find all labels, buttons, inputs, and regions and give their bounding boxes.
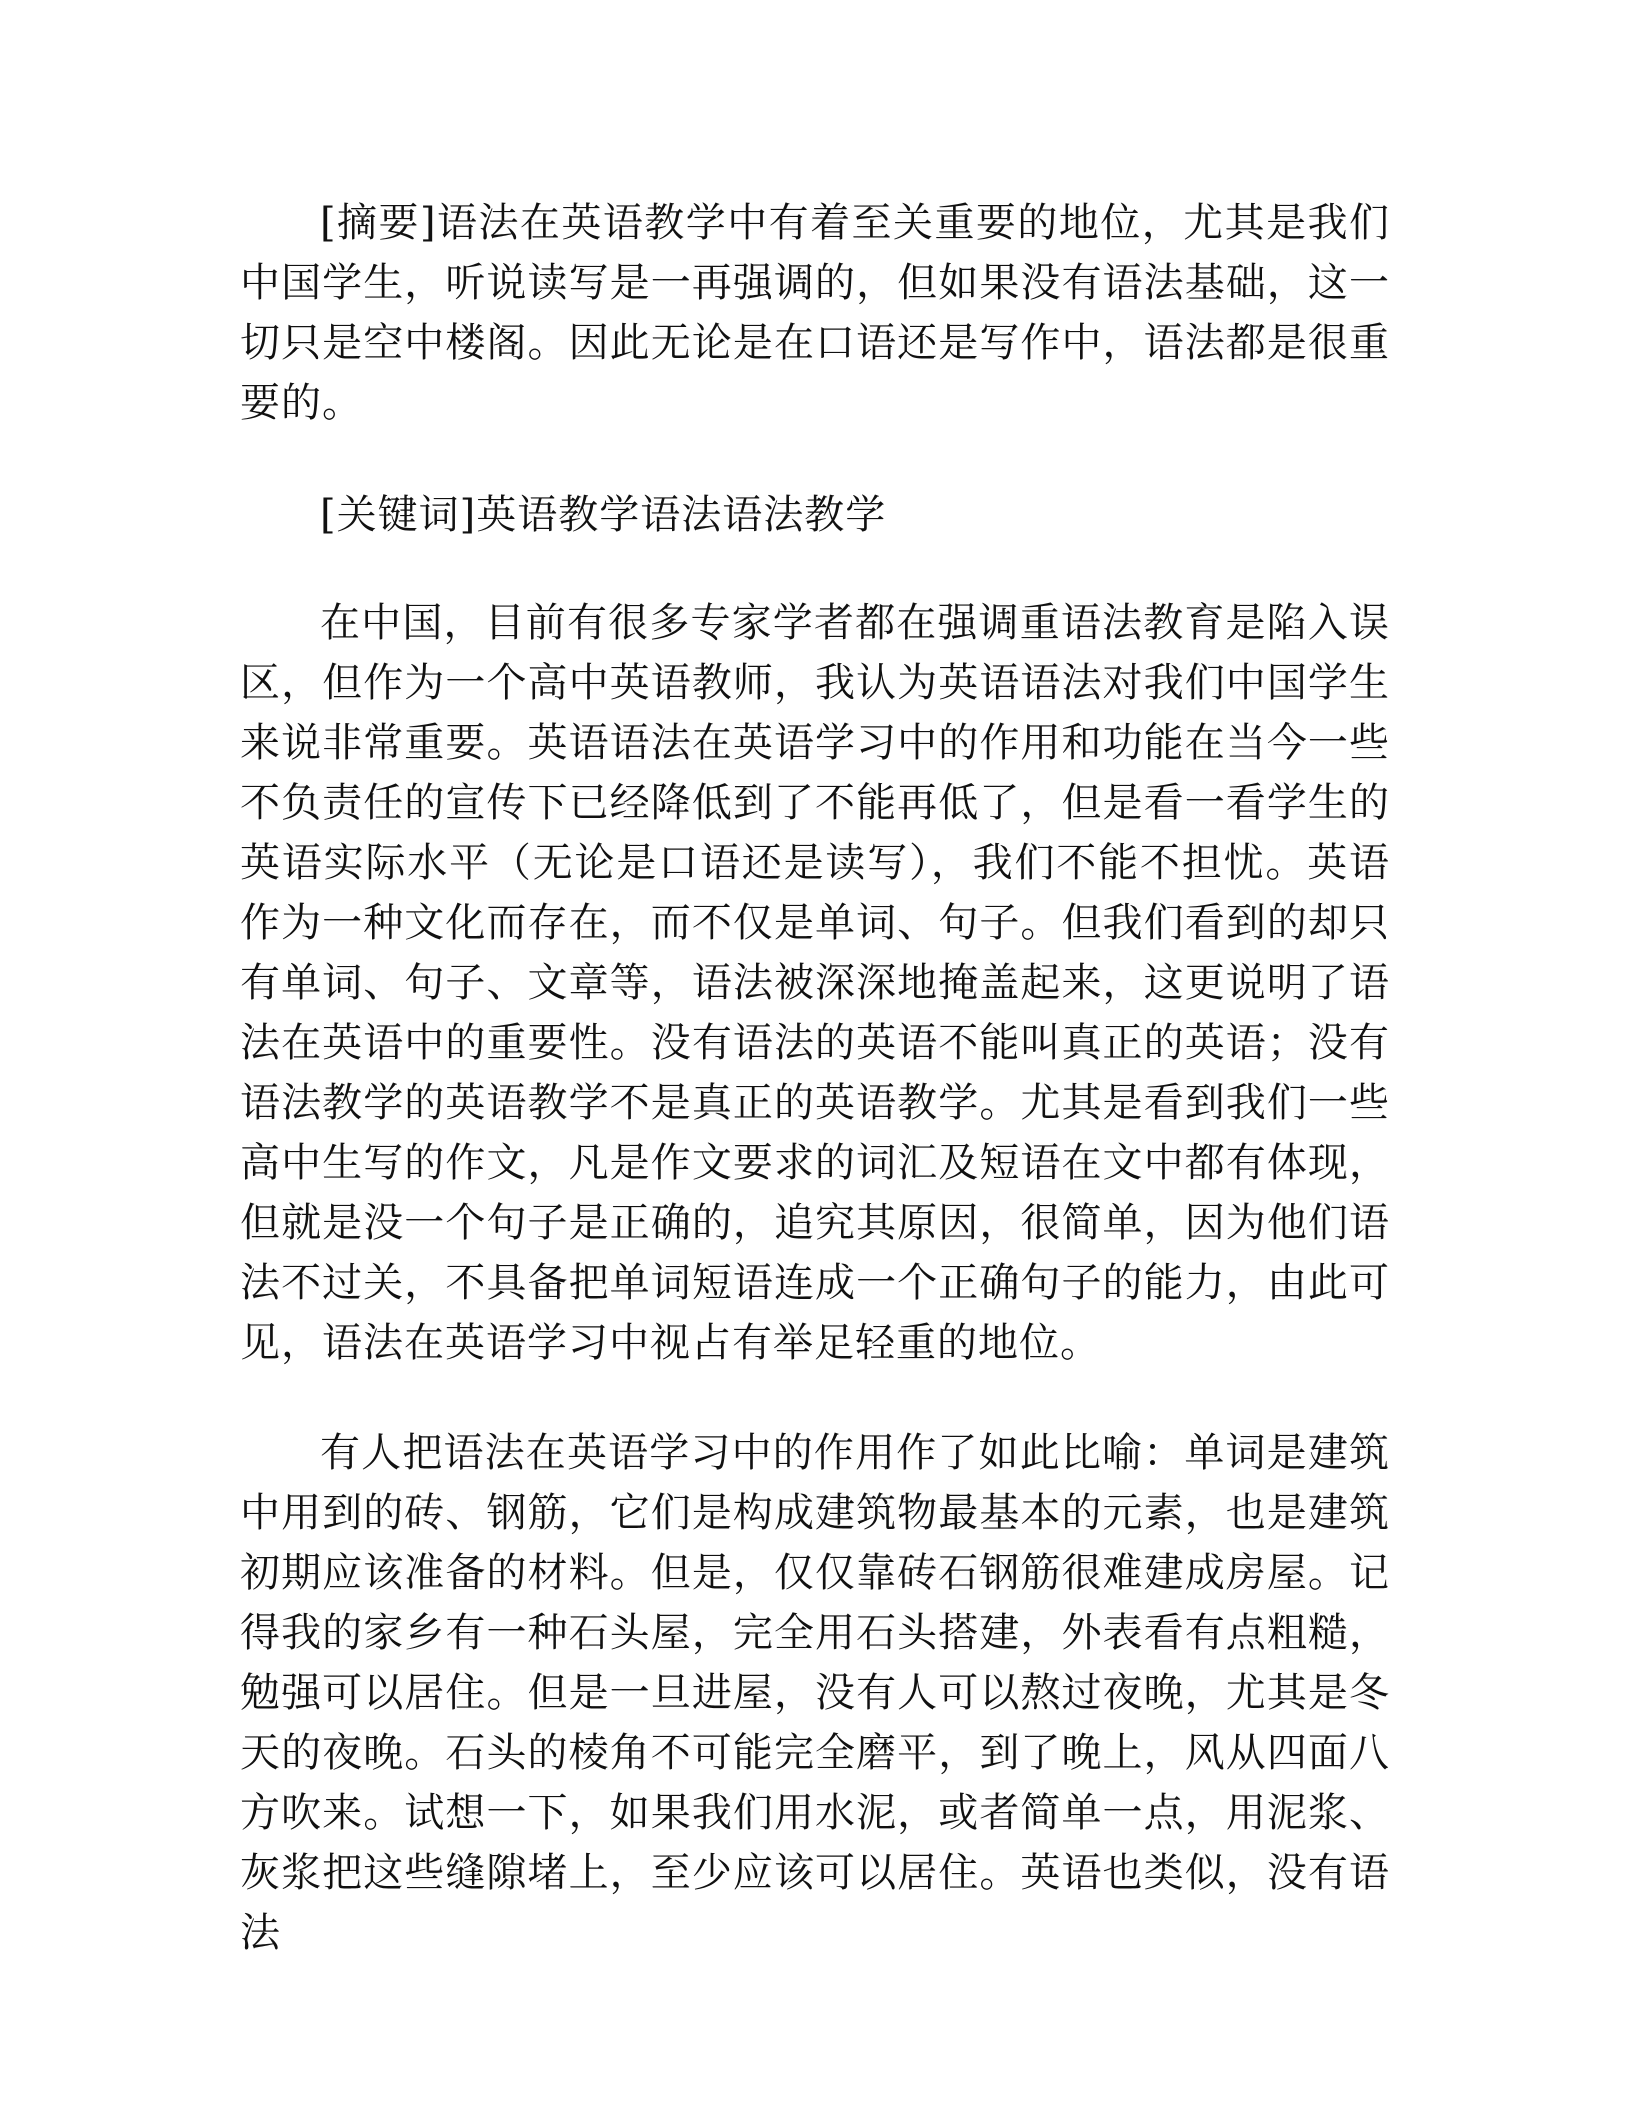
body-paragraph: 有人把语法在英语学习中的作用作了如此比喻：单词是建筑中用到的砖、钢筋，它们是构成建筑物最基本的元素，也是建筑初期应该准备的材料。但是，仅仅靠砖石钢筋很难建成房屋。记得我的家乡有一种石头屋，完全用石头搭建，外表看有点粗糙，勉强可以居住。但是一旦进屋，没有人可以熬过夜晚，尤其是冬天的夜晚。石头的棱角不可能完全磨平，到了晚上，风从四面八方吹来。试想一下，如果我们用水泥，或者简单一点，用泥浆、灰浆把这些缝隙堵上，至少应该可以居住。英语也类似，没有语法	[240, 1430, 1390, 1956]
body-paragraph: 在中国，目前有很多专家学者都在强调重语法教育是陷入误区，但作为一个高中英语教师，我认为英语语法对我们中国学生来说非常重要。英语语法在英语学习中的作用和功能在当今一些不负责任的宣传下已经降低到了不能再低了，但是看一看学生的英语实际水平（无论是口语还是读写），我们不能不担忧。英语作为一种文化而存在，而不仅是单词、句子。但我们看到的却只有单词、句子、文章等，语法被深深地掩盖起来，这更说明了语法在英语中的重要性。没有语法的英语不能叫真正的英语；没有语法教学的英语教学不是真正的英语教学。尤其是看到我们一些高中生写的作文，凡是作文要求的词汇及短语在文中都有体现，但就是没一个句子是正确的，追究其原因，很简单，因为他们语法不过关，不具备把单词短语连成一个正确句子的能力，由此可见，语法在英语学习中视占有举足轻重的地位。	[240, 600, 1390, 1366]
abstract-paragraph: [摘要]语法在英语教学中有着至关重要的地位，尤其是我们中国学生，听说读写是一再强调的，但如果没有语法基础，这一切只是空中楼阁。因此无论是在口语还是写作中，语法都是很重要的。	[240, 200, 1390, 426]
keywords-paragraph: [关键词]英语教学语法语法教学	[320, 492, 887, 538]
